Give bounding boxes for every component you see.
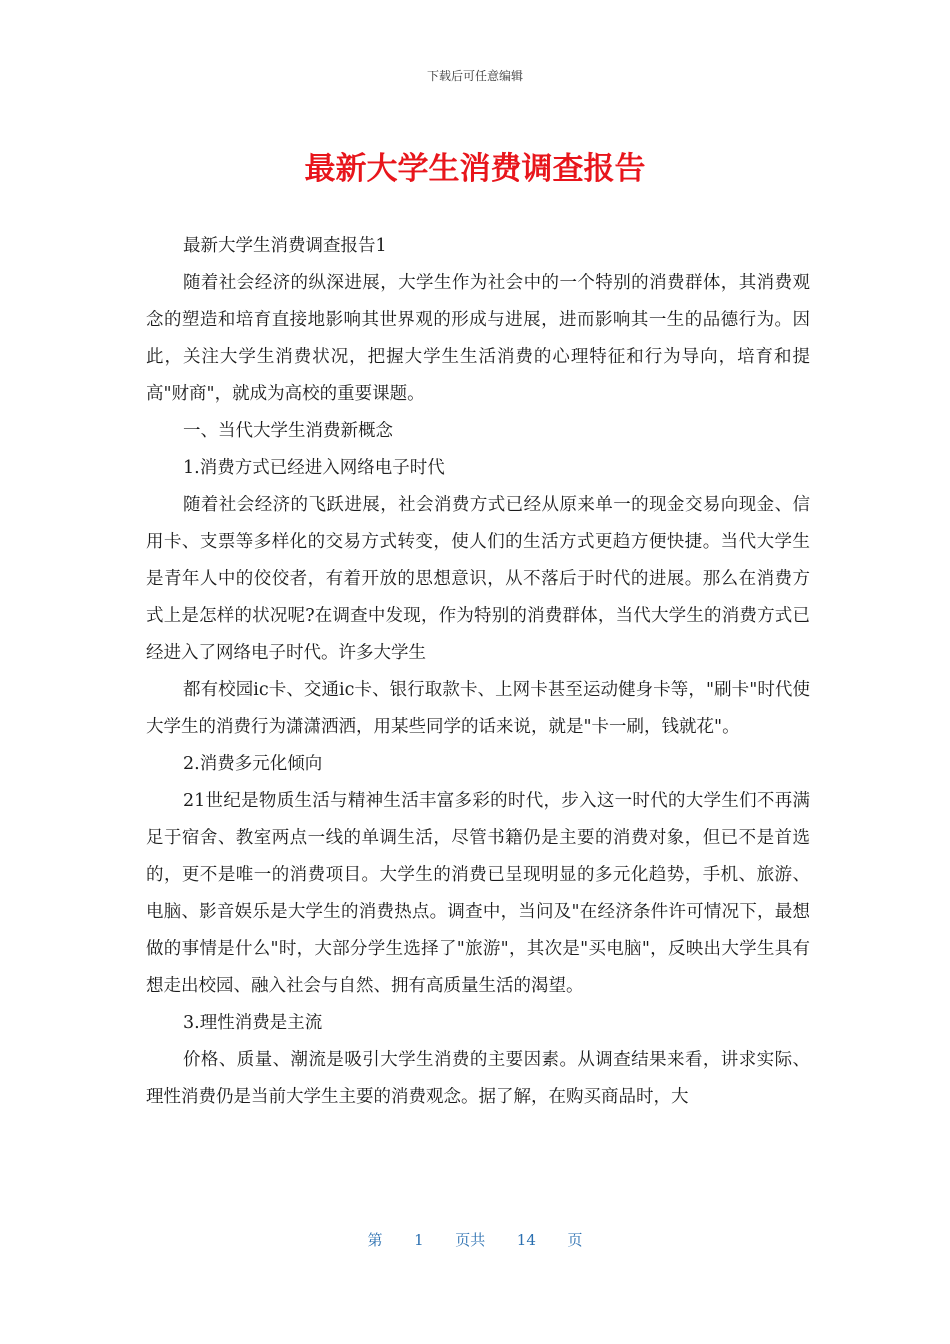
- footer-total-pages: 14: [516, 1231, 536, 1249]
- footer-page-suffix: 页: [567, 1231, 583, 1249]
- paragraph: 都有校园ic卡、交通ic卡、银行取款卡、上网卡甚至运动健身卡等，"刷卡"时代使大学生的消费行为潇潇洒洒，用某些同学的话来说，就是"卡一刷，钱就花"。: [146, 680, 810, 737]
- subsection-heading: 3.理性消费是主流: [183, 1013, 323, 1033]
- header-note: 下载后可任意编辑: [426, 69, 523, 83]
- paragraph: 随着社会经济的飞跃进展，社会消费方式已经从原来单一的现金交易向现金、信用卡、支票等多样化的交易方式转变，使人们的生活方式更趋方便快捷。当代大学生是青年人中的佼佼者，有着开放的思想意识，从不落后于时代的进展。那么在消费方式上是怎样的状况呢?在调查中发现，作为特别的消费群体，当代大学生的消费方式已经进入了网络电子时代。许多大学生: [146, 495, 810, 663]
- document-body: [146, 228, 810, 1116]
- footer-page-prefix: 第: [367, 1231, 383, 1249]
- subsection-heading: 2.消费多元化倾向: [183, 754, 323, 774]
- footer-page-mid: 页共: [455, 1231, 486, 1249]
- paragraph: 随着社会经济的纵深进展，大学生作为社会中的一个特别的消费群体，其消费观念的塑造和培育直接地影响其世界观的形成与进展，进而影响其一生的品德行为。因此，关注大学生消费状况，把握大学生生活消费的心理特征和行为导向，培育和提高"财商"，就成为高校的重要课题。: [146, 273, 810, 404]
- subsection-heading: 1.消费方式已经进入网络电子时代: [183, 458, 445, 478]
- paragraph: 21世纪是物质生活与精神生活丰富多彩的时代，步入这一时代的大学生们不再满足于宿舍、教室两点一线的单调生活，尽管书籍仍是主要的消费对象，但已不是首选的，更不是唯一的消费项目。大学生的消费已呈现明显的多元化趋势，手机、旅游、电脑、影音娱乐是大学生的消费热点。调查中，当问及"在经济条件许可情况下，最想做的事情是什么"时，大部分学生选择了"旅游"，其次是"买电脑"，反映出大学生具有想走出校园、融入社会与自然、拥有高质量生活的渴望。: [146, 791, 810, 996]
- document-title: 最新大学生消费调查报告: [304, 151, 646, 187]
- footer-current-page: 1: [414, 1231, 424, 1249]
- paragraph: 价格、质量、潮流是吸引大学生消费的主要因素。从调查结果来看，讲求实际、理性消费仍是当前大学生主要的消费观念。据了解，在购买商品时，大: [146, 1050, 810, 1107]
- page-footer: [0, 1229, 950, 1250]
- section-heading: 一、当代大学生消费新概念: [183, 421, 393, 441]
- paragraph: 最新大学生消费调查报告1: [183, 236, 387, 256]
